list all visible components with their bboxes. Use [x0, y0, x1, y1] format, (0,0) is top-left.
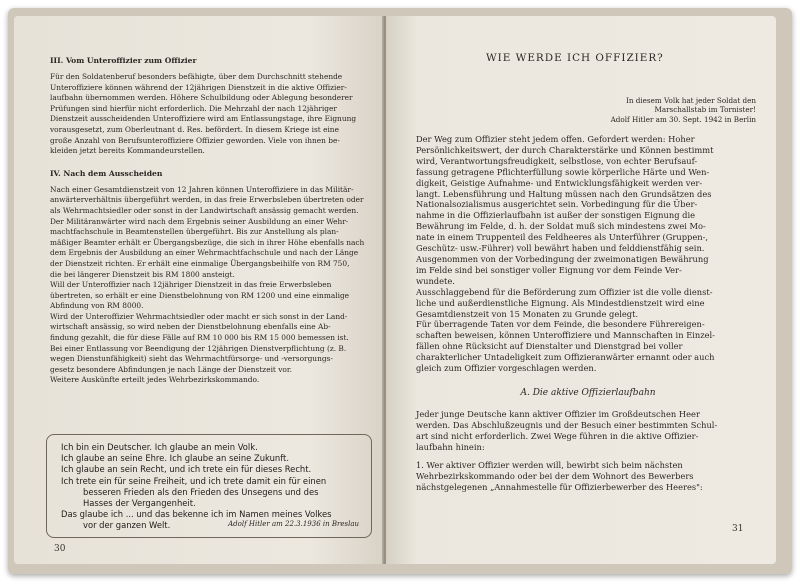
text-line: als Wehrmachtsiedler oder sonst in der Landwirtschaft ansässig gemacht werden.	[50, 205, 359, 215]
text-line: 1. Wer aktiver Offizier werden will, bewirbt sich beim nächsten	[416, 460, 683, 471]
text-line: Unteroffiziere können während der 12jährigen Dienstzeit in die aktive Offizier-	[50, 82, 347, 92]
text-line: gleich zum Offizier vorgeschlagen werden.	[416, 363, 597, 374]
text-line: nahme in die Offizierlaufbahn ist außer der sonstigen Eignung die	[416, 210, 696, 221]
text-line: Abfindung von RM 8000.	[50, 301, 144, 311]
text-line: Ausschlaggebend für die Beförderung zum Offizier ist die volle dienst-	[416, 286, 713, 297]
text-line: nate in einem Truppenteil des Feldheeres als Unterführer (Gruppen-,	[416, 232, 709, 243]
text-line: große Anzahl von Berufsunteroffiziere Offizier geworden. Viele von ihnen be-	[50, 135, 340, 145]
text-line: wirtschaft ansässig, so wird neben der Dienstbelohnung ebenfalls eine Ab-	[50, 322, 331, 332]
text-line: Bewährung im Felde, d. h. der Soldat muß sich mindestens zwei Mo-	[416, 221, 706, 232]
text-line: Nationalsozialismus ausgerichtet sein. Vorbedingung für die Über-	[416, 199, 698, 210]
text-line: vorausgesetzt, zum Oberleutnant d. Res. befördert. In diesem Kriege ist eine	[50, 124, 339, 134]
page-number-left: 30	[54, 544, 66, 554]
text-line: Gesamtdienstzeit von 15 Monaten zu Grunde gelegt.	[416, 308, 639, 319]
text-line: art sind nicht erforderlich. Zwei Wege führen in die aktive Offizier-	[416, 430, 699, 441]
motto-attribution: Adolf Hitler am 30. Sept. 1942 in Berlin	[610, 114, 756, 124]
text-line: dem Ergebnis der Ausbildung an einer Wehrmachtfachschule und nach der Länge	[50, 248, 359, 258]
section-a-paragraph	[416, 409, 760, 453]
left-page-text	[50, 56, 368, 386]
text-line: werden. Das Abschlußzeugnis und der Besuch einer bestimmten Schul-	[416, 419, 718, 430]
creed-line: Ich glaube an sein Recht, und ich trete ein für dieses Recht.	[61, 464, 312, 475]
text-line: Für überragende Taten vor dem Feinde, die besondere Führereigen-	[416, 319, 705, 330]
text-line: Der Weg zum Offizier steht jedem offen. Gefordert werden: Hoher	[416, 134, 695, 144]
text-line: liche und außerdienstliche Eignung. Als Mindestdienstzeit wird eine	[416, 297, 705, 308]
text-line: gesetz besondere Abfindungen je nach Länge der Dienstzeit vor.	[50, 364, 292, 374]
text-line: Nach einer Gesamtdienstzeit von 12 Jahren können Unteroffiziere in das Militär-	[50, 184, 354, 194]
text-line: Will der Unteroffizier nach 12jähriger Dienstzeit in das freie Erwerbsleben	[50, 280, 332, 290]
text-line: Wird der Unteroffizier Wehrmachtsiedler oder macht er sich sonst in der Land-	[50, 311, 348, 321]
text-line: laufbahn übernommen werden. Höhere Schulbildung oder Ablegung besonderer	[50, 93, 353, 103]
text-line: im Felde sind bei sonstiger voller Eignung vor dem Feinde Ver-	[416, 264, 682, 275]
motto-line: In diesem Volk hat jeder Soldat den	[626, 96, 756, 105]
text-line: Bei einer Entlassung vor Beendigung der 12jährigen Dienstverpflichtung (z. B.	[50, 343, 347, 353]
section-3-paragraph	[50, 72, 368, 157]
text-line: laufbahn hinein:	[416, 441, 485, 452]
creed-citation: Adolf Hitler am 22.3.1936 in Breslau	[228, 519, 359, 528]
text-line: Dienstzeit ausscheidenden Unteroffiziere wird am Entlassungstage, ihre Eignung	[50, 114, 357, 124]
text-line: Der Militäranwärter wird nach dem Ergebnis seiner Ausbildung an einer Wehr-	[50, 216, 349, 226]
creed-line: besseren Frieden als den Frieden des Unsegens und des	[83, 486, 319, 497]
text-line: findung gezahlt, die für diese Fälle auf RM 10 000 bis RM 15 000 bemessen ist.	[50, 333, 349, 343]
text-line: fällen ohne Rücksicht auf Dienstalter und Dienstgrad bei voller	[416, 341, 683, 352]
section-4-paragraph	[50, 185, 368, 386]
text-line: Für den Soldatenberuf besonders befähigte, über dem Durchschnitt stehende	[50, 72, 343, 81]
text-line: Wehrbezirkskommando oder bei der dem Wohnort des Bewerbers	[416, 471, 694, 482]
page-number-right: 31	[732, 524, 744, 534]
point-1-paragraph	[416, 460, 760, 493]
text-line: schaften beweisen, können Unteroffiziere und Mannschaften in Einzel-	[416, 330, 715, 341]
intro-paragraph	[416, 134, 760, 374]
creed-line: Hasses der Vergangenheit.	[83, 498, 196, 509]
text-line: nächstgelegenen „Annahmestelle für Offizierbewerber des Heeres":	[416, 482, 703, 493]
text-line: fassung getragene Pflichterfüllung sowie körperliche Härte und Wen-	[416, 166, 710, 177]
motto-quote	[576, 96, 756, 124]
creed-line: Ich glaube an seine Ehre. Ich glaube an seine Zukunft.	[61, 453, 289, 464]
text-line: mäßiger Beamter erhält er Übergangsbezüge, die sich in ihrer Höhe ebenfalls nach	[50, 237, 365, 247]
motto-line: Marschallstab im Tornister!	[654, 105, 756, 115]
creed-line: Ich trete ein für seine Freiheit, und ich trete damit ein für einen	[61, 475, 327, 486]
text-line: langt. Lebensführung und Haltung müssen nach den Grundsätzen des	[416, 188, 712, 199]
right-page	[386, 16, 776, 564]
section-heading-4: IV. Nach dem Ausscheiden	[50, 168, 163, 178]
text-line: wird, Verantwortungsfreudigkeit, selbstlose, von echter Berufsauf-	[416, 155, 698, 166]
text-line: der Dienstzeit richten. Er erhält eine einmalige Übergangsbeihilfe von RM 750,	[50, 258, 350, 268]
page-title: WIE WERDE ICH OFFIZIER?	[486, 52, 664, 64]
creed-line: vor der ganzen Welt.	[83, 520, 171, 531]
text-line: kleiden jetzt bereits Kommandeurstellen.	[50, 146, 205, 156]
text-line: die bei längerer Dienstzeit bis RM 1800 ansteigt.	[50, 269, 235, 279]
text-line: charakterlicher Untadeligkeit zum Offizieranwärter ernannt oder auch	[416, 352, 715, 363]
text-line: wundete.	[416, 275, 455, 286]
creed-box	[46, 434, 372, 538]
text-line: Weitere Auskünfte erteilt jedes Wehrbezirkskommando.	[50, 375, 260, 385]
right-page-text	[416, 134, 760, 493]
text-line: digkeit, Geistige Aufnahme- und Entwicklungsfähigkeit werden ver-	[416, 177, 703, 188]
text-line: machtfachschule in Beamtenstellen übergeführt. Bis zur Anstellung als plan-	[50, 227, 339, 237]
section-heading-3: III. Vom Unteroffizier zum Offizier	[50, 56, 197, 65]
text-line: Jeder junge Deutsche kann aktiver Offizier im Großdeutschen Heer	[416, 408, 700, 419]
left-page	[14, 16, 384, 564]
text-line: Persönlichkeitswert, der durch Charakterstärke und Können bestimmt	[416, 144, 714, 155]
text-line: übertreten, so erhält er eine Dienstbelohnung von RM 1200 und eine einmalige	[50, 290, 350, 300]
section-subheading: A. Die aktive Offizierlaufbahn	[520, 387, 656, 398]
creed-line: Das glaube ich ... und das bekenne ich im Namen meines Volkes	[61, 509, 332, 520]
creed-line: Ich bin ein Deutscher. Ich glaube an mein Volk.	[61, 442, 258, 452]
text-line: Geschütz- usw.-Führer) voll bewährt haben und felddienstfähig sein.	[416, 243, 705, 254]
paragraph-gap	[416, 452, 760, 460]
text-line: wegen Dienstunfähigkeit) sieht das Wehrmachtfürsorge- und -versorgungs-	[50, 354, 333, 364]
text-line: Prüfungen sind hierfür nicht erforderlich. Die Mehrzahl der nach 12jähriger	[50, 103, 337, 113]
text-line: anwärterverhältnis übergeführt werden, in das freie Erwerbsleben übertreten oder	[50, 195, 364, 205]
text-line: Ausgenommen von der Vorbedingung der zweimonatigen Bewährung	[416, 253, 709, 264]
